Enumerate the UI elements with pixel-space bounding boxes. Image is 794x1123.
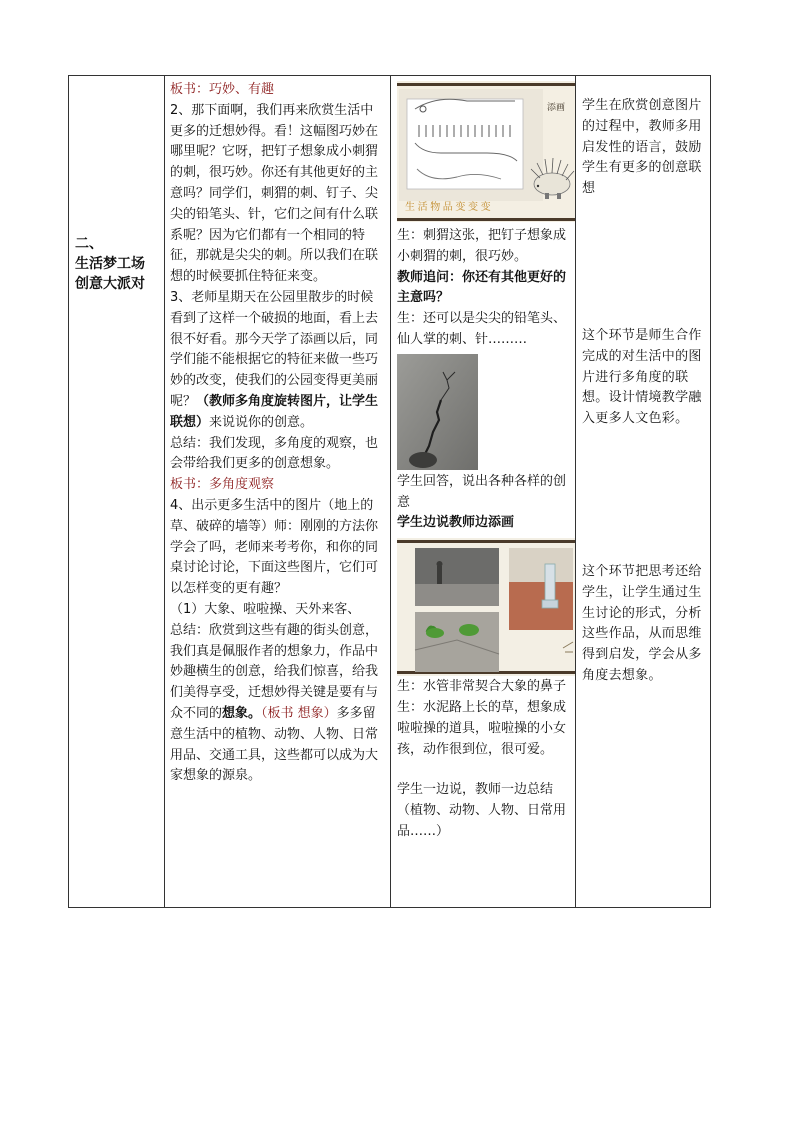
board-note: 板书：多角度观察 (170, 477, 275, 493)
cracked-ground-photo (397, 354, 478, 470)
teacher-activity-cell (165, 76, 390, 907)
activity-paragraph: 3、老师星期天在公园里散步的时候看到了这样一个破损的地面，看上去很不好看。那今天学了添画以后，同学们能不能根据它的特征来做一些巧妙的改变，使我们的公园变得更美丽呢？（教师多角度旋转图片，让学生联想）来说说你的创意。 (170, 289, 379, 430)
student-response: 学生边说教师边添画 (397, 515, 515, 531)
section-cell (69, 76, 164, 907)
board-note: 板书：巧妙、有趣 (170, 82, 275, 97)
student-response: 生：水管非常契合大象的鼻子 (397, 679, 567, 695)
student-response: 学生一边说，教师一边总结（植物、动物、人物、日常用品……） (397, 782, 567, 839)
design-intent-cell (576, 76, 711, 907)
design-intent-note: 这个环节是师生合作完成的对生活中的图片进行多角度的联想。设计情境教学融入更多人文色彩。 (582, 327, 702, 427)
street-collage-photos (397, 538, 575, 676)
lesson-table (68, 75, 711, 908)
cracked-ground-image (397, 354, 478, 470)
student-activity-cell (391, 76, 575, 907)
section-title-line2: 创意大派对 (75, 276, 145, 292)
section-number: 二、 (75, 236, 103, 252)
activity-paragraph: 2、那下面啊，我们再来欣赏生活中更多的迁想妙得。看！这幅图巧妙在哪里呢？它呀，把钉子想象成小刺猬的刺，很巧妙。你还有其他更好的主意吗？同学们，刺猬的刺、钉子、尖尖的铅笔头、针，它们之间有什么联系呢？因为它们都有一个相同的特征，那就是尖尖的刺。所以我们在联想的时候要抓住特征来变。 (170, 102, 379, 285)
activity-paragraph: （1）大象、啦啦操、天外来客、 (170, 601, 361, 617)
spacer (397, 760, 571, 780)
student-response: 生：还可以是尖尖的铅笔头、仙人掌的刺、针……… (397, 311, 567, 347)
summary-paragraph: 总结：欣赏到这些有趣的街头创意，我们真是佩服作者的想象力，作品中妙趣横生的创意，给我们惊喜，给我们美得享受，迁想妙得关键是要有与众不同的想象。（板书 想象）多多留意生活中的植物、动物、人物、日常用品、交通工具，这些都可以成为大家想象的源泉。 (170, 622, 379, 784)
street-creativity-collage (397, 538, 575, 676)
design-intent-note: 学生在欣赏创意图片的过程中，教师多用启发性的语言，鼓励学生有更多的创意联想 (582, 98, 702, 197)
hedgehog-notebook-image (397, 81, 575, 222)
student-response: 生：刺猬这张，把钉子想象成小刺猬的刺，很巧妙。 (397, 228, 567, 264)
image-tag: 添画 (547, 103, 566, 113)
section-title (75, 234, 145, 294)
student-response: 生：水泥路上长的草，想象成啦啦操的道具，啦啦操的小女孩，动作很到位，很可爱。 (397, 699, 567, 757)
summary-paragraph: 总结：我们发现，多角度的观察，也会带给我们更多的创意想象。 (170, 435, 379, 472)
student-response: 学生回答，说出各种各样的创意 (397, 473, 567, 510)
activity-paragraph: 4、出示更多生活中的图片（地上的草、破碎的墙等）师：刚刚的方法你学会了吗，老师来考考你，和你的同桌讨论讨论，下面这些图片，它们可以怎样变的更有趣？ (170, 497, 379, 597)
section-title-line1: 生活梦工场 (75, 256, 145, 272)
design-intent-note: 这个环节把思考还给学生，让学生通过生生讨论的形式，分析这些作品，从而思维得到启发，学会从多角度去想象。 (582, 563, 702, 683)
teacher-follow-up: 教师追问：你还有其他更好的主意吗？ (397, 269, 567, 306)
image-caption: 生活物品变变变 (405, 202, 494, 213)
